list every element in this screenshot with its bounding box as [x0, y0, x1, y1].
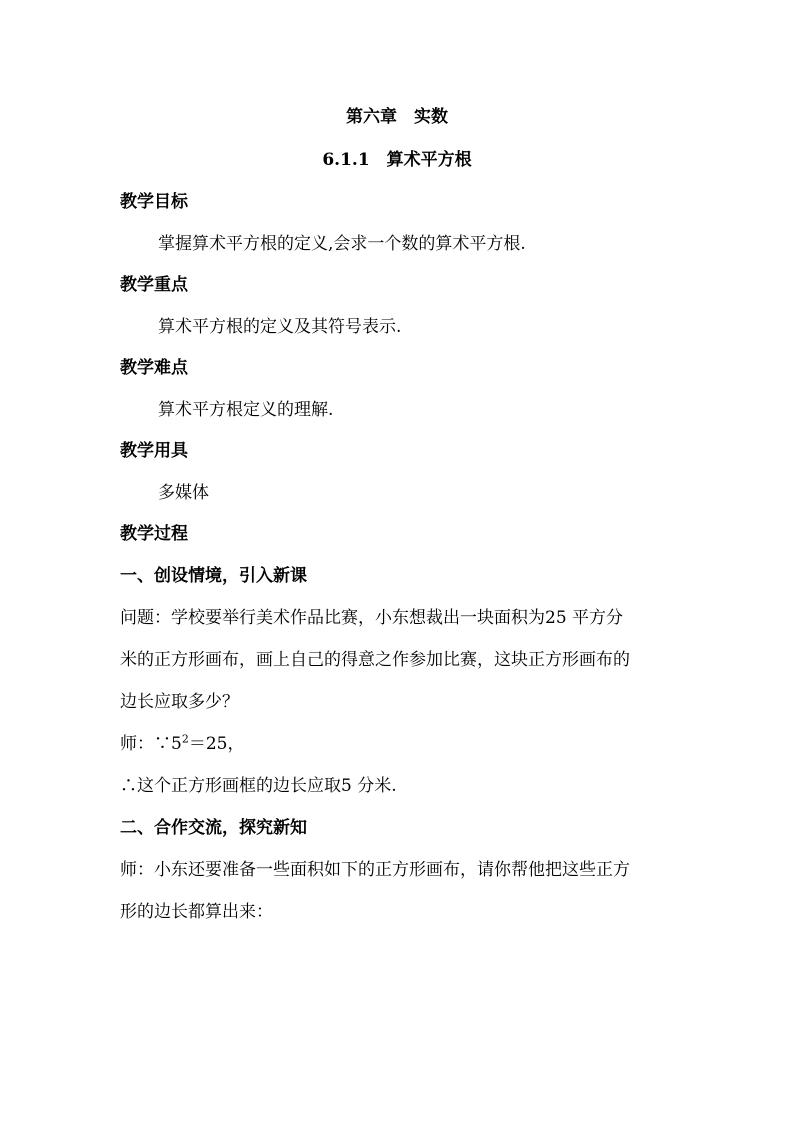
difficulty-heading: 教学难点 — [120, 358, 188, 378]
key-point-content: 算术平方根的定义及其符号表示. — [158, 317, 402, 337]
tools-heading: 教学用具 — [120, 441, 188, 461]
teacher-equation-exponent: 2 — [181, 732, 189, 746]
objective-heading: 教学目标 — [120, 192, 188, 212]
tools-content: 多媒体 — [158, 483, 209, 503]
chapter-title: 第六章 实数 — [346, 107, 448, 127]
objective-content: 掌握算术平方根的定义,会求一个数的算术平方根. — [158, 234, 526, 254]
teacher-equation-prefix: 师：∵5 — [120, 734, 182, 754]
difficulty-content: 算术平方根定义的理解. — [158, 400, 334, 420]
part2-heading: 二、合作交流，探究新知 — [120, 818, 307, 838]
teacher-equation-suffix: ＝25， — [188, 734, 245, 754]
process-heading: 教学过程 — [120, 524, 188, 544]
conclusion-text: ∴这个正方形画框的边长应取5 分米. — [120, 776, 397, 796]
section-title: 6.1.1 算术平方根 — [322, 150, 472, 170]
question-line-3: 边长应取多少？ — [120, 692, 239, 712]
part1-heading: 一、创设情境，引入新课 — [120, 566, 307, 586]
key-point-heading: 教学重点 — [120, 275, 188, 295]
teacher-equation — [120, 732, 680, 756]
part2-line-2: 形的边长都算出来： — [120, 902, 273, 922]
part2-line-1: 师：小东还要准备一些面积如下的正方形画布，请你帮他把这些正方 — [120, 860, 630, 880]
question-line-1: 问题：学校要举行美术作品比赛，小东想裁出一块面积为25 平方分 — [120, 608, 624, 628]
question-line-2: 米的正方形画布，画上自己的得意之作参加比赛，这块正方形画布的 — [120, 650, 630, 670]
